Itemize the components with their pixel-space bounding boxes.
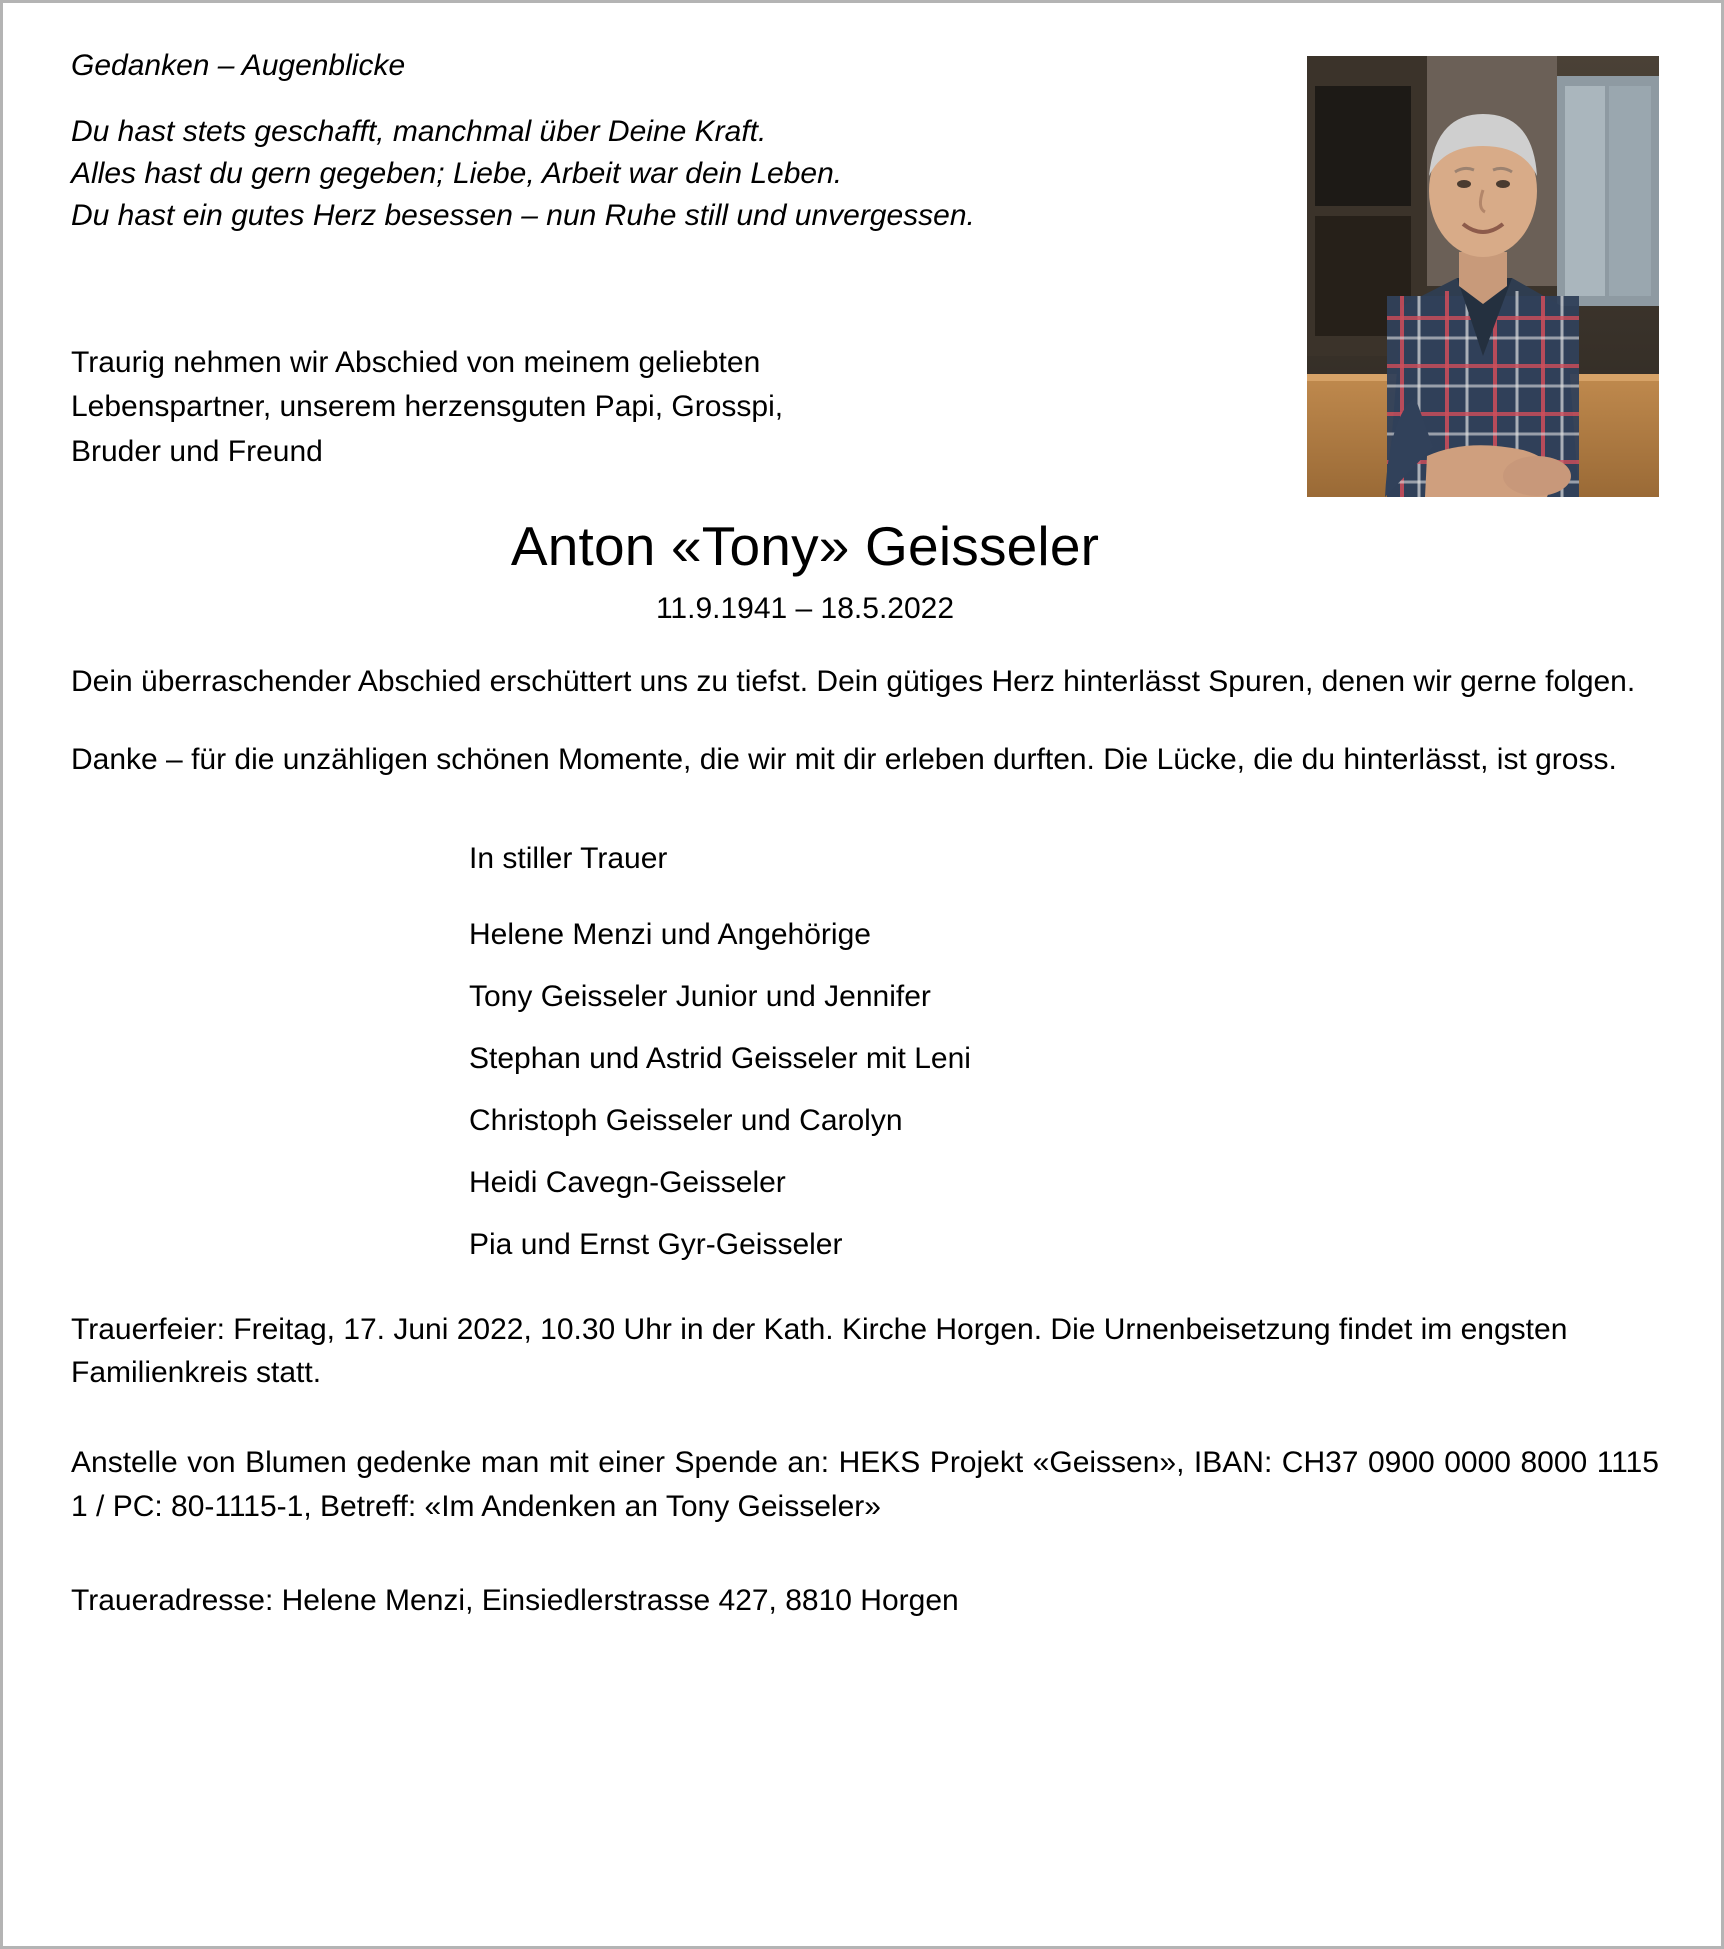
poem-block: [71, 51, 1251, 231]
tribute-paragraph: Dein überraschender Abschied erschüttert uns zu tiefst. Dein gütiges Herz hinterlässt Spuren, denen wir gerne folgen.: [71, 664, 1636, 698]
mourner-name: Heidi Cavegn-Geisseler: [469, 1165, 786, 1199]
intro-line: Bruder und Freund: [71, 434, 323, 468]
portrait-photo: [1307, 56, 1659, 497]
poem-line: Du hast ein gutes Herz besessen – nun Ruhe still und unvergessen.: [71, 199, 975, 232]
mourning-address: Traueradresse: Helene Menzi, Einsiedlerstrasse 427, 8810 Horgen: [71, 1583, 959, 1617]
poem-title: Gedanken – Augenblicke: [71, 49, 406, 82]
mourner-name: Tony Geisseler Junior und Jennifer: [469, 979, 931, 1013]
donation-info: Anstelle von Blumen gedenke man mit einer Spende an: HEKS Projekt «Geissen», IBAN: CH37 0900 0000 8000 1115 1 / PC: 80-1115-1, Betreff: «Im Andenken an Tony Geisseler»: [71, 1446, 1659, 1523]
poem-line: Du hast stets geschafft, manchmal über Deine Kraft.: [71, 115, 767, 148]
mourner-name: Christoph Geisseler und Carolyn: [469, 1103, 903, 1137]
intro-line: Lebenspartner, unserem herzensguten Papi, Grosspi,: [71, 390, 784, 424]
mourner-name: Pia und Ernst Gyr-Geisseler: [469, 1227, 843, 1261]
obituary-content: [3, 3, 1721, 1946]
mourner-name: Stephan und Astrid Geisseler mit Leni: [469, 1041, 971, 1075]
poem-line: Alles hast du gern gegeben; Liebe, Arbeit war dein Leben.: [71, 157, 843, 190]
mourners-block: [71, 842, 1659, 1262]
name-block: [71, 515, 1659, 626]
intro-block: [71, 341, 1091, 474]
tribute-paragraph: Danke – für die unzähligen schönen Momente, die wir mit dir erleben durften. Die Lücke, die du hinterlässt, ist gross.: [71, 742, 1617, 776]
funeral-service-info: Trauerfeier: Freitag, 17. Juni 2022, 10.30 Uhr in der Kath. Kirche Horgen. Die Urnenbeisetzung findet im engsten Familienkreis statt.: [71, 1312, 1568, 1390]
mourning-lead: In stiller Trauer: [469, 841, 668, 875]
intro-line: Traurig nehmen wir Abschied von meinem geliebten: [71, 346, 761, 379]
mourner-name: Helene Menzi und Angehörige: [469, 917, 871, 951]
deceased-name: Anton «Tony» Geisseler: [510, 515, 1100, 578]
life-dates: 11.9.1941 – 18.5.2022: [655, 591, 955, 625]
